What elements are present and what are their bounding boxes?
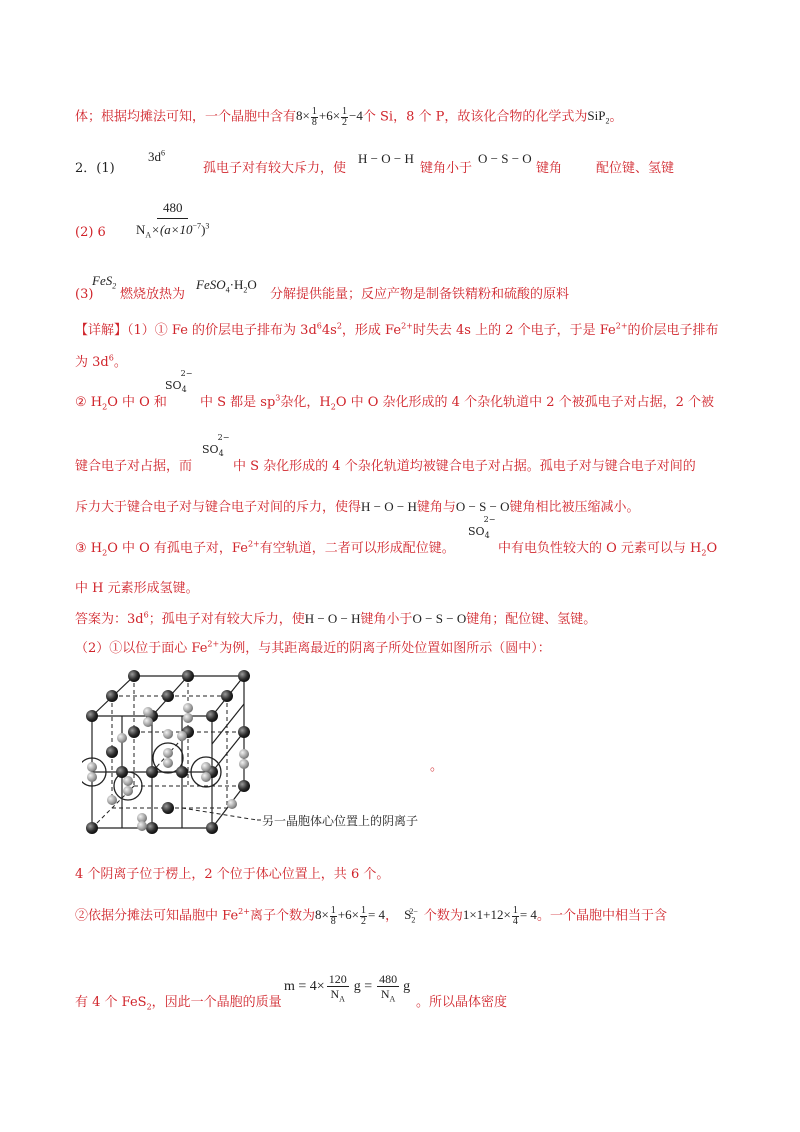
q2-config: $3d^6$	[148, 148, 165, 164]
detail-line-7: 中 H 元素形成氢键。	[75, 581, 199, 596]
detail-line-4: 键合电子对占据，而	[75, 459, 193, 474]
detail-line-1: 【详解】（1）① Fe 的价层电子排布为 $3d^64s^2$，形成 $Fe^{2+}$时失去 4s 上的 2 个电子，于是 $Fe^{2+}$的价层电子排布	[75, 321, 719, 338]
formula-sip2: SiP$_2$	[587, 108, 610, 127]
detail-line-3b: 中 S 都是 $sp^3$杂化，$H_2O$ 中 O 杂化形成的 4 个杂化轨道中 2 个被孤电子对占据，2 个被	[200, 393, 715, 412]
detail-line-4b: 中 S 杂化形成的 4 个杂化轨道均被键合电子对占据。孤电子对与键合电子对间的	[233, 459, 696, 474]
mass-formula: m = 4× $\frac{120}{N_A}$ g = $\frac{480}{N_A}$ g	[284, 972, 411, 1004]
fraction: $\frac{120}{N_A}$	[328, 972, 347, 1004]
denominator: $N_A\times(a\times 10^{-7})^3$	[136, 221, 210, 240]
detail-line-6b: 中有电负性较大的 O 元素可以与 $H_2O$	[498, 541, 718, 558]
part2-fraction	[136, 200, 209, 238]
answer-line: 答案为：$3d^6$；孤电子对有较大斥力，使H − O − H键角小于O − S − O键角；配位键、氢键。	[75, 610, 597, 627]
anion-count-line: 4 个阴离子位于楞上，2 个位于体心位置上，共 6 个。	[75, 867, 390, 882]
q2-answer-line: 孤电子对有较大斥力，使	[203, 161, 347, 176]
detail-line-3: ② $H_2O$ 中 O 和	[75, 395, 167, 412]
part3-label: (3)	[75, 287, 94, 302]
detail-tag: 【详解】	[75, 323, 128, 338]
q2-oso: O − S − O	[478, 151, 532, 166]
s2-ion: $S_2^{2-}$	[404, 907, 418, 926]
fraction: $\frac{1}{8}$	[330, 905, 336, 927]
numerator: 480	[157, 200, 189, 219]
fraction: $\frac{1}{4}$	[512, 905, 518, 927]
fes2-formula: FeS$_2$	[92, 273, 117, 291]
distribution-line: ②依据分摊法可知晶胞中 $Fe^{2+}$离子个数为8× $\frac{1}{8}$ +6× $\frac{1}{2}$ = 4， $S_2^{2-}$ 个数为1×1+12× $\frac{1}{4}$ = 4。一个晶胞中相当于含	[75, 905, 667, 927]
mass-line: 有 4 个 FeS$_2$，因此一个晶胞的质量	[75, 995, 282, 1012]
q2-number: 2．(1)	[75, 161, 115, 176]
detail-line-5: 斥力大于键合电子对与键合电子对间的斥力，使得H − O − H键角与O − S − O键角相比被压缩减小。	[75, 499, 640, 515]
figure-label: 另一晶胞体心位置上的阴离子	[262, 814, 419, 828]
part3-text-1: 燃烧放热为	[120, 287, 186, 302]
mass-line-end: 。所以晶体密度	[416, 995, 508, 1010]
line-1: 体；根据均摊法可知，一个晶胞中含有8× $\frac{1}{8}$ +6× $\frac{1}{2}$ −4个 Si，8 个 P，故该化合物的化学式为SiP$_2$。	[75, 106, 623, 128]
fraction: $\frac{480}{N_A}$	[379, 972, 398, 1004]
so4-formula: $SO_4^{2-}$	[165, 369, 193, 395]
feso4-formula: $FeSO_4\cdot H_2O$	[196, 277, 257, 295]
detail-line-2: 为 $3d^6$。	[75, 353, 127, 370]
q2-text-3: 键角	[536, 161, 563, 176]
line1-math: 8× $\frac{1}{8}$ +6× $\frac{1}{2}$ −4	[296, 106, 363, 128]
part2-label: (2) 6	[75, 225, 106, 240]
line1-text-2: 个 Si，8 个 P，故该化合物的化学式为	[362, 109, 588, 125]
figure-dot: 。	[430, 759, 444, 774]
part3-text-2: 分解提供能量；反应产物是制备铁精粉和硫酸的原料	[270, 287, 570, 302]
line1-text: 体；根据均摊法可知，一个晶胞中含有	[75, 109, 297, 125]
q2-text-4: 配位键、氢键	[596, 161, 675, 176]
part2-intro: （2）①以位于面心 $Fe^{2+}$为例，与其距离最近的阴离子所处位置如图所示（圆中）：	[75, 639, 551, 656]
fraction: $\frac{1}{8}$	[311, 106, 317, 128]
so4-formula: $SO_4^{2-}$	[468, 515, 496, 541]
detail-line-6: ③ $H_2O$ 中 O 有孤电子对，$Fe^{2+}$有空轨道，二者可以形成配位键。	[75, 539, 455, 558]
so4-formula: $SO_4^{2-}$	[202, 433, 230, 459]
fe-count-math: 8× $\frac{1}{8}$ +6× $\frac{1}{2}$ = 4	[314, 905, 386, 927]
q2-hoh: H − O − H	[358, 151, 414, 166]
fraction: $\frac{1}{2}$	[360, 905, 366, 927]
q2-text-2: 键角小于	[420, 161, 473, 176]
fraction: $\frac{1}{2}$	[342, 106, 348, 128]
s2-count-math: 1×1+12× $\frac{1}{4}$ = 4	[462, 905, 537, 927]
